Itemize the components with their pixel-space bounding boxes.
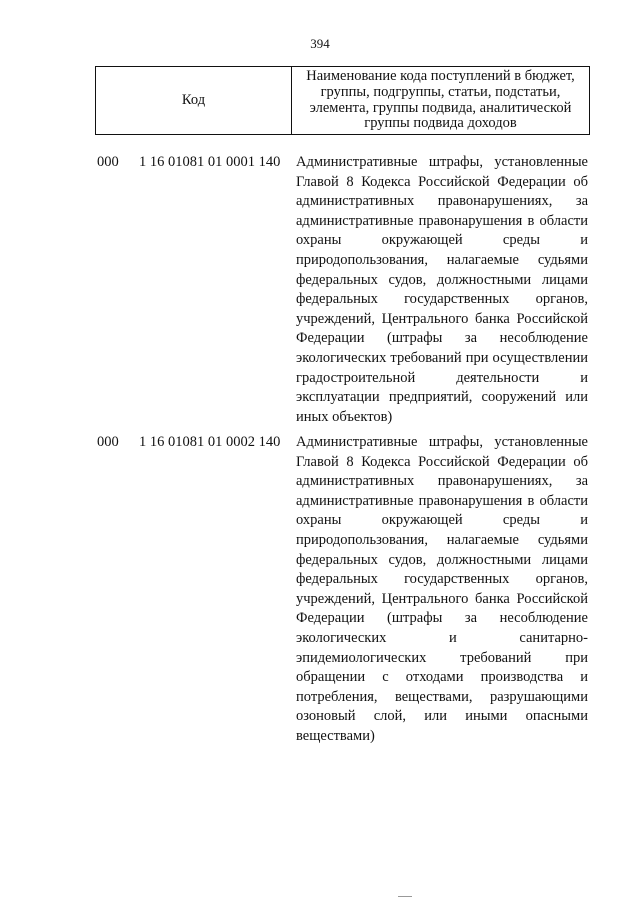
description-line: природопользования, налагаемые судьями — [296, 251, 588, 268]
description-line: озоновый слой, или иными опасными — [296, 708, 588, 725]
scan-artifact — [398, 896, 412, 897]
page-number: 394 — [310, 36, 330, 51]
description-line: охраны окружающей среды и — [296, 512, 588, 529]
description-line: Главой 8 Кодекса Российской Федерации об — [296, 453, 588, 470]
description-line: учреждений, Центрального банка Российской — [296, 310, 588, 327]
description-line: эксплуатации предприятий, сооружений или — [296, 389, 588, 406]
header-name-line: группы, подгруппы, статьи, подстатьи, — [320, 83, 561, 100]
description-line: административные правонарушения в области — [296, 492, 588, 509]
header-name-line: Наименование кода поступлений в бюджет, — [306, 67, 575, 84]
table-header — [95, 66, 590, 135]
description-line: охраны окружающей среды и — [296, 232, 588, 249]
description-line: природопользования, налагаемые судьями — [296, 531, 588, 548]
header-name-line: группы подвида доходов — [364, 115, 517, 132]
header-name-column — [292, 67, 589, 134]
description-line: потребления, веществами, разрушающими — [296, 688, 588, 705]
revenue-code: 1 16 01081 01 0001 140 — [139, 154, 281, 170]
header-code-column: Код — [96, 67, 292, 134]
description-line: экологических требований при осуществлении — [296, 349, 588, 366]
revenue-code: 1 16 01081 01 0002 140 — [139, 434, 281, 450]
description-line: Административные штрафы, установленные — [296, 434, 588, 450]
description-line: эпидемиологических требований при — [296, 649, 588, 666]
description-line: федеральных судов, должностными лицами — [296, 271, 588, 288]
description-line: административные правонарушения в области — [296, 212, 588, 229]
description-line: учреждений, Центрального банка Российской — [296, 590, 588, 607]
description-line: обращении с отходами производства и — [296, 669, 588, 686]
admin-code: 000 — [97, 434, 119, 450]
description-line: градостроительной деятельности и — [296, 369, 588, 386]
description-line: Федерации (штрафы за несоблюдение — [296, 610, 588, 627]
description-line: экологических и санитарно- — [296, 629, 588, 646]
description-line: административных правонарушениях, за — [296, 473, 588, 490]
description-line: иных объектов) — [296, 408, 393, 425]
description-line: Административные штрафы, установленные — [296, 154, 588, 170]
description-line: Главой 8 Кодекса Российской Федерации об — [296, 173, 588, 190]
description-line: административных правонарушениях, за — [296, 193, 588, 210]
admin-code: 000 — [97, 154, 119, 170]
revenue-description — [296, 433, 588, 747]
description-line: федеральных государственных органов, — [296, 291, 588, 308]
description-line: веществами) — [296, 727, 375, 744]
description-line: федеральных государственных органов, — [296, 571, 588, 588]
table-row — [97, 153, 593, 427]
description-line: федеральных судов, должностными лицами — [296, 551, 588, 568]
header-name-line: элемента, группы подвида, аналитической — [309, 99, 572, 116]
table-row — [97, 433, 593, 747]
revenue-description — [296, 153, 588, 427]
description-line: Федерации (штрафы за несоблюдение — [296, 330, 588, 347]
